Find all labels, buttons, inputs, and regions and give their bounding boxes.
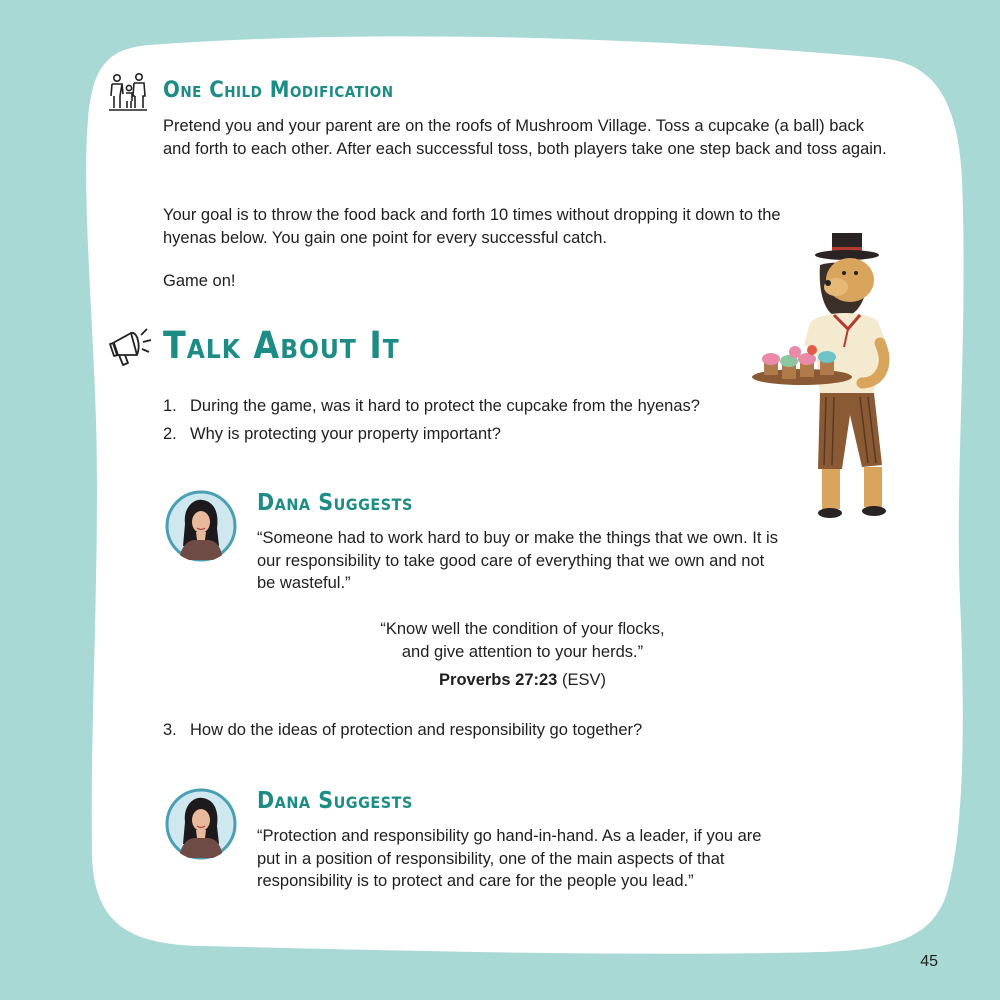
question-number: 1.	[163, 397, 177, 415]
question-2	[163, 423, 501, 446]
question-3	[163, 719, 642, 742]
question-text: During the game, was it hard to protect the cupcake from the hyenas?	[190, 397, 700, 415]
dana-suggests-heading-2: Dana Suggests	[257, 788, 413, 814]
verse-line-2: and give attention to your herds.”	[401, 642, 644, 661]
verse-citation	[300, 669, 745, 692]
question-text: How do the ideas of protection and responsibility go together?	[190, 721, 643, 739]
lion-character-illustration	[750, 225, 910, 525]
one-child-paragraph-1: Pretend you and your parent are on the roofs of Mushroom Village. Toss a cupcake (a ball) back and forth to each other. After each successful toss, both players take one step back and toss again.	[163, 117, 887, 158]
verse-reference: Proverbs 27:23	[439, 671, 558, 689]
scripture-verse	[300, 618, 745, 692]
one-child-paragraph-2: Your goal is to throw the food back and forth 10 times without dropping it down to the hyenas below. You gain one point for every successful catch.	[163, 206, 781, 247]
question-text: Why is protecting your property important?	[190, 425, 501, 443]
verse-line-1: “Know well the condition of your flocks,	[380, 620, 665, 638]
one-child-heading: One Child Modification	[163, 78, 394, 103]
family-icon	[107, 71, 149, 113]
question-number: 3.	[163, 721, 177, 739]
question-1	[163, 395, 700, 418]
dana-avatar	[165, 788, 237, 860]
page-number: 45	[920, 953, 938, 970]
dana-quote-1: “Someone had to work hard to buy or make the things that we own. It is our responsibility to take good care of everything that we own and not be wasteful.”	[257, 529, 778, 592]
question-number: 2.	[163, 425, 177, 443]
dana-suggests-heading-1: Dana Suggests	[257, 490, 413, 516]
one-child-paragraph-3: Game on!	[163, 272, 236, 290]
talk-about-it-heading: Talk About It	[163, 324, 400, 367]
dana-avatar	[165, 490, 237, 562]
megaphone-icon	[107, 323, 155, 369]
dana-quote-2: “Protection and responsibility go hand-in-hand. As a leader, if you are put in a position of responsibility, one of the main aspects of that responsibility is to protect and care for the people you lead.”	[257, 827, 762, 890]
verse-version: (ESV)	[561, 671, 606, 689]
